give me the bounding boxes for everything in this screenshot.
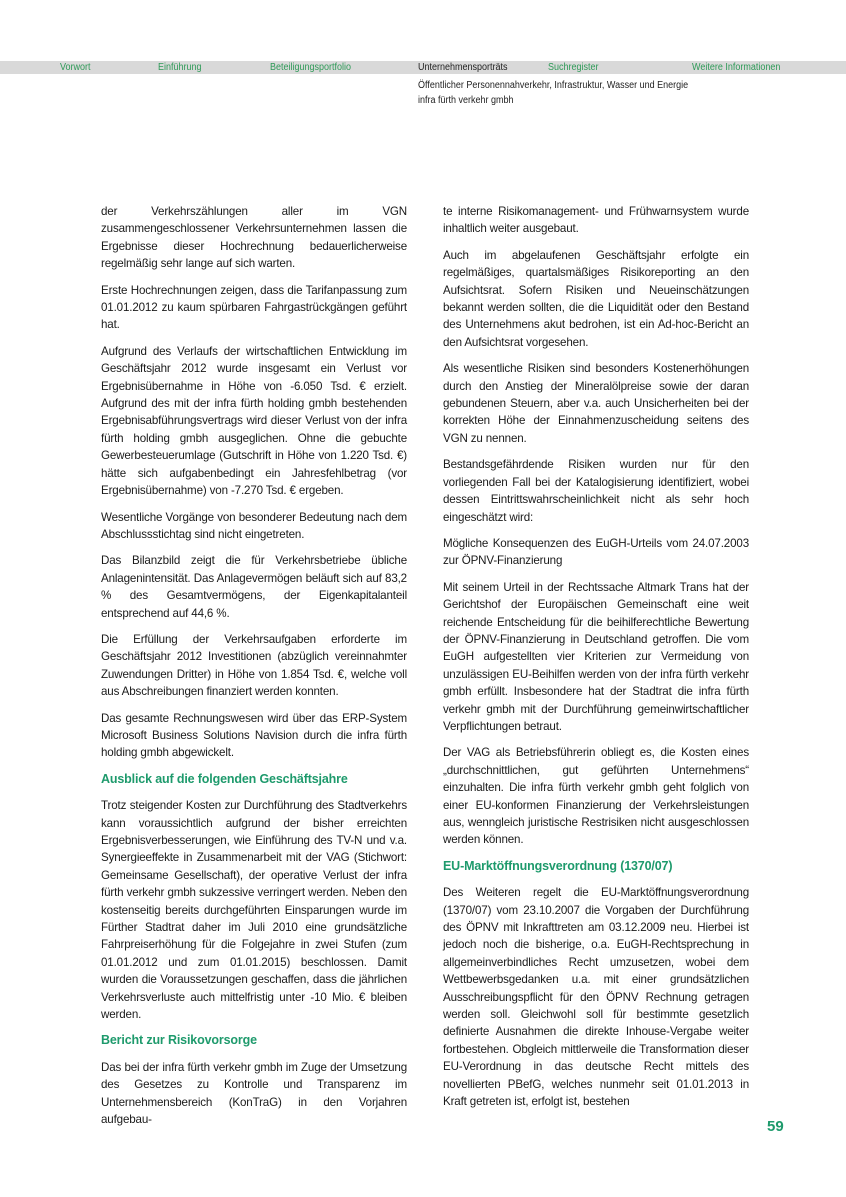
- nav-weitere-informationen[interactable]: Weitere Informationen: [692, 62, 781, 73]
- paragraph: der Verkehrszählungen aller im VGN zusammengeschlossener Verkehrsunternehmen lassen die Ergebnisse dieser Hochrechnung bedauerlicherweise regelmäßig sehr lange auf sich warten.: [101, 205, 407, 271]
- paragraph: Wesentliche Vorgänge von besonderer Bedeutung nach dem Abschlussstichtag sind nicht eingetreten.: [101, 510, 407, 541]
- paragraph: Als wesentliche Risiken sind besonders Kostenerhöhungen durch den Anstieg der Mineralölpreise sowie der daran gebundenen Steuern, aber v.a. auch Unsicherheiten bei der korrekten Höhe der Einnahmenzuscheidung seitens des VGN zu nennen.: [443, 362, 749, 445]
- right-column: [443, 203, 749, 1120]
- company-name: infra fürth verkehr gmbh: [418, 95, 514, 106]
- nav-beteiligungsportfolio[interactable]: Beteiligungsportfolio: [270, 62, 352, 73]
- paragraph: Mit seinem Urteil in der Rechtssache Altmark Trans hat der Gerichtshof der Europäischen Gemeinschaft eine weit reichende Entscheidung für die beihilferechtliche Bewertung der ÖPNV-Finanzierung in Deutschland getroffen. Die vom EuGH aufgestellten vier Kriterien zur Vermeidung von unzulässigen EU-Beihilfen werden von der infra fürth verkehr gmbh erfüllt. Insbesondere hat der Stadtrat die infra fürth verkehr gmbh mit der Durchführung gemeinwirtschaftlicher Verpflichtungen betraut.: [443, 580, 749, 733]
- paragraph: Die Erfüllung der Verkehrsaufgaben erforderte im Geschäftsjahr 2012 Investitionen (abzüglich vereinnahmter Zuwendungen Dritter) in Höhe von 1.854 Tsd. €, welche voll aus Abschreibungen finanziert werden konnten.: [101, 632, 407, 699]
- paragraph: te interne Risikomanagement- und Frühwarnsystem wurde inhaltlich weiter ausgebaut.: [443, 205, 749, 236]
- paragraph: Das bei der infra fürth verkehr gmbh im Zuge der Umsetzung des Gesetzes zu Kontrolle und Transparenz im Unternehmensbereich (KonTraG) in den Vorjahren aufgebau-: [101, 1060, 407, 1127]
- paragraph: Auch im abgelaufenen Geschäftsjahr erfolgte ein regelmäßiges, quartalsmäßiges Risikoreporting an den Aufsichtsrat. Sofern Risiken und Neueinschätzungen bekannt werden sollten, die die Liquidität oder den Bestand des Unternehmens akut bedrohen, ist ein Ad-hoc-Bericht an den Aufsichtsrat vorgesehen.: [443, 248, 749, 349]
- paragraph: Des Weiteren regelt die EU-Marktöffnungsverordnung (1370/07) vom 23.10.2007 die Vorgaben der Durchführung des ÖPNV mit Inkrafttreten am 03.12.2009 neu. Hierbei ist jedoch noch die bisherige, o.a. EuGH-Rechtsprechung in allgemeinverbindliches Recht umzusetzen, wobei dem Wettbewerbsgedanken u.a. mit einer grundsätzlichen Ausschreibungspflicht für den ÖPNV Rechnung getragen werden soll. Gleichwohl soll für bestimmte gesetzlich definierte Ausnahmen die direkte Inhouse-Vergabe weiter fortbestehen. Obgleich mittlerweile die Transformation dieser EU-Verordnung in das deutsche Recht mittels des novellierten PBefG, welches nunmehr seit 01.01.2013 in Kraft getreten ist, erfolgt ist, bestehen: [443, 886, 749, 1109]
- section-category: Öffentlicher Personennahverkehr, Infrastruktur, Wasser und Energie: [418, 80, 689, 91]
- nav-einfuehrung[interactable]: Einführung: [158, 62, 202, 73]
- paragraph: Das gesamte Rechnungswesen wird über das ERP-System Microsoft Business Solutions Navision durch die infra fürth holding gmbh abgewickelt.: [101, 711, 407, 760]
- paragraph: Erste Hochrechnungen zeigen, dass die Tarifanpassung zum 01.01.2012 zu kaum spürbaren Fahrgastrückgängen geführt hat.: [101, 283, 407, 332]
- section-heading: Bericht zur Risikovorsorge: [101, 1033, 257, 1048]
- paragraph: Der VAG als Betriebsführerin obliegt es, die Kosten eines „durchschnittlichen, gut geführten Unternehmens“ einzuhalten. Die infra fürth verkehr gmbh geht folglich von einer EU-konformen Finanzierung der Verkehrsleistungen aus, wenngleich juristische Restrisiken nicht ausgeschlossen werden können.: [443, 746, 749, 847]
- paragraph: Aufgrund des Verlaufs der wirtschaftlichen Entwicklung im Geschäftsjahr 2012 wurde insgesamt ein Verlust vor Ergebnisübernahme in Höhe von -6.050 Tsd. € erzielt. Aufgrund des mit der infra fürth holding gmbh bestehenden Ergebnisabführungsvertrags wird dieser Verlust von der infra fürth holding gmbh ausgeglichen. Ohne die gebuchte Gewerbesteuerumlage (Gutschrift in Höhe von 1.220 Tsd. €) hätte sich aufgabenbedingt ein Jahresfehlbetrag (vor Ergebnisübernahme) von -7.270 Tsd. € ergeben.: [101, 344, 407, 498]
- paragraph: Mögliche Konsequenzen des EuGH-Urteils vom 24.07.2003 zur ÖPNV-Finanzierung: [443, 536, 749, 568]
- nav-vorwort[interactable]: Vorwort: [60, 62, 91, 73]
- section-heading: Ausblick auf die folgenden Geschäftsjahre: [101, 771, 348, 786]
- paragraph: Das Bilanzbild zeigt die für Verkehrsbetriebe übliche Anlagenintensität. Das Anlagevermögen beläuft sich auf 83,2 % des Gesamtvermögens, der Eigenkapitalanteil entsprechend auf 44,6 %.: [101, 554, 407, 620]
- section-heading: EU-Marktöffnungsverordnung (1370/07): [443, 858, 673, 873]
- nav-suchregister[interactable]: Suchregister: [548, 62, 599, 73]
- left-column: [101, 203, 407, 1138]
- nav-unternehmensportraets[interactable]: Unternehmensporträts: [418, 62, 508, 73]
- top-navigation: [0, 61, 846, 74]
- paragraph: Trotz steigender Kosten zur Durchführung des Stadtverkehrs kann voraussichtlich aufgrund der bisher erreichten Ergebnisverbesserungen, wie Einführung des TV-N und v.a. Synergieeffekte in Zusammenarbeit mit der VAG (Stichwort: Gemeinsame Gesellschaft), der operative Verlust der infra fürth verkehr gmbh sukzessive verringert werden. Neben den kostenseitig bereits durchgeführten Einsparungen wurde im Fürther Stadtrat daher im Juli 2010 eine grundsätzliche Fahrpreiserhöhung für die Folgejahre in zwei Stufen (zum 01.01.2012 und zum 01.01.2015) beschlossen. Damit wurden die Voraussetzungen geschaffen, dass die jährlichen Verkehrsverluste auch mittelfristig unter -10 Mio. € bleiben werden.: [101, 799, 407, 1022]
- paragraph: Bestandsgefährdende Risiken wurden nur für den vorliegenden Fall bei der Katalogisierung identifiziert, wobei dessen Eintrittswahrscheinlichkeit nicht als sehr hoch eingeschätzt wird:: [443, 458, 749, 524]
- page-number: 59: [767, 1118, 784, 1135]
